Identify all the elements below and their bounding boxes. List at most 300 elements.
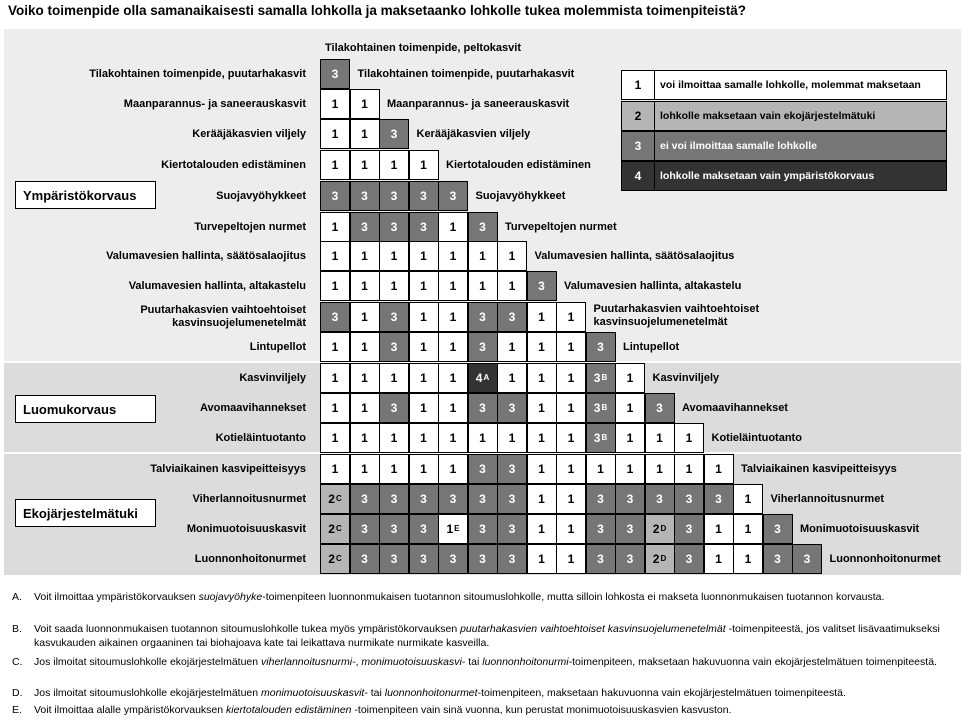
matrix-cell [586, 332, 616, 362]
matrix-cell [586, 393, 616, 423]
row-label: Talviaikainen kasvipeitteisyys [150, 463, 306, 475]
cell-value: 3 [803, 552, 811, 566]
row-label: Maanparannus- ja saneerauskasvit [123, 98, 306, 110]
group-label-ymparistokorvaus: Ympäristökorvaus [15, 181, 156, 209]
matrix-cell [497, 454, 527, 484]
cell-value: 1 [538, 340, 545, 354]
matrix-cell [645, 393, 675, 423]
matrix-cell [320, 454, 350, 484]
cell-value: 1 [449, 310, 457, 324]
cell-value: 2 [652, 552, 660, 566]
matrix-cell [704, 514, 734, 544]
diagonal-label-line: Puutarhakasvien vaihtoehtoiset [593, 303, 760, 315]
cell-value: 1 [538, 431, 545, 445]
matrix-cell [438, 241, 468, 271]
cell-value: 3 [420, 220, 427, 234]
matrix-cell [556, 393, 586, 423]
cell-value: 3 [390, 401, 398, 415]
cell-value: 1 [567, 340, 575, 354]
cell-value: 1 [331, 371, 339, 385]
diagonal-label: Kerääjäkasvien viljely [416, 128, 531, 140]
matrix-cell [379, 181, 409, 211]
cell-value: 1 [449, 462, 457, 476]
legend-swatch: 3 [622, 132, 655, 160]
legend-text: lohkolle maksetaan vain ekojärjestelmätuki [655, 102, 946, 130]
matrix-cell [379, 271, 409, 301]
row-label: Valumavesien hallinta, altakastelu [128, 280, 306, 292]
cell-footnote-ref: A [483, 372, 490, 382]
matrix-cell [350, 454, 380, 484]
cell-value: 1 [685, 462, 693, 476]
row-label: Turvepeltojen nurmet [194, 221, 306, 233]
cell-footnote-ref: C [335, 523, 342, 533]
legend-swatch: 1 [622, 71, 655, 99]
diagonal-label: Valumavesien hallinta, altakastelu [564, 280, 742, 292]
legend-row [621, 70, 947, 100]
matrix-cell [556, 514, 586, 544]
cell-value: 3 [508, 522, 516, 536]
matrix-cell [409, 212, 439, 242]
matrix-cell [556, 454, 586, 484]
matrix-cell [527, 302, 557, 332]
matrix-cell [350, 241, 380, 271]
cell-value: 1 [420, 401, 427, 415]
matrix-cell [320, 393, 350, 423]
cell-value: 1 [567, 462, 575, 476]
cell-value: 1 [538, 522, 545, 536]
cell-footnote-ref: B [601, 372, 608, 382]
cell-value: 3 [626, 552, 634, 566]
cell-footnote-ref: D [660, 553, 667, 563]
matrix-cell [379, 302, 409, 332]
matrix-cell [556, 332, 586, 362]
cell-value: 1 [449, 401, 457, 415]
matrix-cell [497, 363, 527, 393]
cell-value: 1 [597, 462, 604, 476]
cell-value: 1 [508, 249, 516, 263]
cell-value: 1 [538, 401, 545, 415]
cell-footnote-ref: B [601, 432, 608, 442]
row-label: Suojavyöhykkeet [216, 190, 306, 202]
matrix-cell [615, 514, 645, 544]
row-label: Valumavesien hallinta, säätösalaojitus [106, 250, 306, 262]
matrix-cell [586, 454, 616, 484]
cell-value: 1 [331, 340, 339, 354]
cell-value: 3 [449, 492, 457, 506]
matrix-cell [468, 212, 498, 242]
legend-text: voi ilmoittaa samalle lohkolle, molemmat maksetaan [655, 71, 946, 99]
cell-value: 1 [626, 371, 634, 385]
matrix-cell [320, 181, 350, 211]
cell-value: 3 [593, 431, 601, 445]
cell-value: 3 [361, 522, 368, 536]
cell-value: 3 [449, 552, 457, 566]
matrix-cell [320, 514, 350, 544]
matrix-cell [438, 454, 468, 484]
cell-value: 1 [715, 462, 722, 476]
footnote [12, 622, 947, 650]
cell-value: 1 [331, 220, 339, 234]
matrix-cell [497, 484, 527, 514]
cell-value: 3 [626, 492, 634, 506]
matrix-cell [350, 544, 380, 574]
matrix-cell [468, 241, 498, 271]
cell-value: 3 [390, 492, 398, 506]
diagonal-label: Kiertotalouden edistäminen [446, 159, 591, 171]
matrix-cell [438, 423, 468, 453]
cell-value: 1 [538, 552, 545, 566]
cell-value: 3 [420, 189, 427, 203]
cell-value: 1 [390, 431, 398, 445]
matrix-cell [350, 119, 380, 149]
cell-footnote-ref: C [335, 493, 342, 503]
matrix-cell [379, 544, 409, 574]
cell-value: 1 [361, 158, 368, 172]
cell-value: 3 [656, 492, 663, 506]
matrix-cell [497, 544, 527, 574]
legend-swatch: 4 [622, 162, 655, 190]
cell-value: 1 [446, 522, 454, 536]
diagonal-label: Luonnonhoitonurmet [829, 553, 941, 565]
matrix-cell [645, 454, 675, 484]
row-label-line: Puutarhakasvien vaihtoehtoiset [140, 304, 306, 316]
cell-value: 3 [597, 340, 604, 354]
cell-value: 3 [449, 189, 457, 203]
matrix-cell [379, 423, 409, 453]
cell-value: 1 [390, 462, 398, 476]
cell-value: 1 [538, 371, 545, 385]
matrix-cell [320, 271, 350, 301]
matrix-cell [350, 271, 380, 301]
matrix-cell [438, 544, 468, 574]
cell-value: 1 [420, 249, 427, 263]
cell-value: 1 [685, 431, 693, 445]
page-title: Voiko toimenpide olla samanaikaisesti samalla lohkolla ja maksetaanko lohkolle tukea molemmista toimenpiteistä? [8, 3, 747, 18]
footnote [12, 703, 947, 717]
matrix-cell [379, 150, 409, 180]
cell-value: 3 [361, 552, 368, 566]
matrix-cell [350, 150, 380, 180]
cell-value: 1 [656, 431, 663, 445]
cell-value: 3 [479, 220, 486, 234]
cell-value: 1 [567, 552, 575, 566]
row-label: Kotieläintuotanto [215, 432, 306, 444]
cell-value: 1 [420, 340, 427, 354]
top-column-header: Tilakohtainen toimenpide, peltokasvit [325, 42, 522, 54]
matrix-cell [379, 393, 409, 423]
matrix-cell [615, 484, 645, 514]
matrix-cell [733, 514, 763, 544]
row-label-line: kasvinsuojelumenetelmät [172, 317, 306, 329]
row-label: Kerääjäkasvien viljely [192, 128, 306, 140]
diagonal-label: Kasvinviljely [652, 372, 720, 384]
matrix-cell [645, 544, 675, 574]
cell-value: 1 [331, 401, 339, 415]
matrix-cell [409, 484, 439, 514]
matrix-cell [350, 423, 380, 453]
cell-value: 3 [685, 552, 693, 566]
legend-row [621, 101, 947, 131]
matrix-cell [792, 544, 822, 574]
matrix-cell [527, 332, 557, 362]
cell-footnote-ref: C [335, 553, 342, 563]
matrix-cell [586, 423, 616, 453]
cell-value: 1 [567, 310, 575, 324]
cell-value: 1 [331, 462, 339, 476]
cell-value: 3 [597, 552, 604, 566]
matrix-cell [409, 454, 439, 484]
footnote [12, 686, 947, 700]
cell-value: 1 [567, 522, 575, 536]
cell-value: 1 [361, 462, 368, 476]
cell-value: 3 [774, 522, 781, 536]
matrix-cell [527, 454, 557, 484]
cell-value: 3 [508, 552, 516, 566]
matrix-cell [350, 484, 380, 514]
matrix-cell [320, 484, 350, 514]
cell-value: 3 [593, 371, 601, 385]
row-label: Luonnonhoitonurmet [194, 553, 306, 565]
cell-value: 2 [328, 522, 335, 536]
cell-value: 3 [626, 522, 634, 536]
cell-value: 1 [567, 492, 575, 506]
matrix-cell [733, 544, 763, 574]
cell-value: 3 [508, 401, 516, 415]
matrix-cell [497, 271, 527, 301]
cell-value: 3 [390, 127, 398, 141]
matrix-cell [527, 484, 557, 514]
cell-value: 1 [449, 220, 457, 234]
cell-value: 1 [390, 158, 398, 172]
matrix-cell [409, 544, 439, 574]
matrix-cell [320, 212, 350, 242]
matrix-cell [615, 454, 645, 484]
row-label: Lintupellot [249, 341, 306, 353]
cell-value: 3 [597, 522, 604, 536]
cell-value: 3 [361, 220, 368, 234]
matrix-cell [350, 302, 380, 332]
matrix-cell [409, 271, 439, 301]
cell-value: 3 [479, 522, 486, 536]
matrix-cell [320, 59, 350, 89]
matrix-cell [438, 332, 468, 362]
matrix-cell [320, 332, 350, 362]
matrix-cell [409, 150, 439, 180]
cell-value: 3 [390, 340, 398, 354]
matrix-cell [645, 514, 675, 544]
cell-value: 1 [420, 371, 427, 385]
matrix-cell [527, 423, 557, 453]
matrix-cell [527, 271, 557, 301]
footnote-text: Voit ilmoittaa alalle ympäristökorvauksen kiertotalouden edistäminen -toimenpiteen vain sinä vuonna, kun perustat monimuotoisuuskasvien kasvuston. [34, 704, 732, 716]
cell-footnote-ref: E [454, 523, 460, 533]
cell-value: 1 [567, 431, 575, 445]
cell-value: 3 [420, 492, 427, 506]
matrix-cell [350, 181, 380, 211]
matrix-cell [497, 423, 527, 453]
cell-value: 1 [744, 552, 752, 566]
matrix-cell [704, 454, 734, 484]
cell-value: 2 [652, 522, 660, 536]
matrix-cell [733, 484, 763, 514]
matrix-cell [468, 484, 498, 514]
matrix-cell [320, 423, 350, 453]
cell-value: 3 [774, 552, 781, 566]
cell-value: 1 [390, 279, 398, 293]
matrix-cell [468, 423, 498, 453]
cell-value: 3 [331, 67, 339, 81]
matrix-cell [674, 454, 704, 484]
matrix-cell [438, 271, 468, 301]
cell-value: 1 [331, 431, 339, 445]
matrix-cell [497, 302, 527, 332]
matrix-cell [438, 393, 468, 423]
matrix-cell [615, 363, 645, 393]
matrix-cell [586, 484, 616, 514]
matrix-cell [409, 514, 439, 544]
matrix-cell [350, 332, 380, 362]
matrix-cell [438, 484, 468, 514]
matrix-cell [468, 544, 498, 574]
matrix-cell [497, 393, 527, 423]
matrix-cell [497, 332, 527, 362]
diagonal-label: Monimuotoisuuskasvit [800, 523, 920, 535]
matrix-cell [379, 514, 409, 544]
cell-value: 1 [361, 127, 368, 141]
matrix-cell [320, 241, 350, 271]
matrix-cell [645, 484, 675, 514]
matrix-cell [468, 363, 498, 393]
cell-value: 3 [361, 492, 368, 506]
cell-value: 3 [597, 492, 604, 506]
footnote-letter: D. [12, 687, 23, 699]
cell-value: 1 [538, 310, 545, 324]
cell-value: 1 [744, 492, 752, 506]
matrix-cell [379, 241, 409, 271]
cell-value: 1 [626, 401, 634, 415]
cell-value: 1 [479, 249, 486, 263]
matrix-cell [674, 514, 704, 544]
cell-value: 1 [331, 249, 339, 263]
cell-value: 3 [390, 310, 398, 324]
cell-value: 1 [626, 462, 634, 476]
cell-value: 1 [449, 340, 457, 354]
cell-value: 1 [449, 279, 457, 293]
cell-value: 1 [508, 371, 516, 385]
cell-value: 1 [538, 462, 545, 476]
cell-value: 1 [331, 127, 339, 141]
matrix-cell [468, 393, 498, 423]
diagonal-label: Suojavyöhykkeet [475, 190, 566, 202]
cell-value: 1 [508, 431, 516, 445]
cell-footnote-ref: B [601, 402, 608, 412]
cell-value: 1 [420, 158, 427, 172]
matrix-cell [674, 544, 704, 574]
cell-value: 1 [361, 279, 368, 293]
cell-footnote-ref: D [660, 523, 667, 533]
cell-value: 3 [508, 462, 516, 476]
group-label-ekojarjestelmatuki: Ekojärjestelmätuki [15, 499, 156, 527]
cell-value: 1 [390, 249, 398, 263]
cell-value: 4 [475, 371, 483, 385]
cell-value: 2 [328, 492, 335, 506]
cell-value: 1 [361, 371, 368, 385]
footnote-text: Jos ilmoitat sitoumuslohkolle ekojärjestelmätuen viherlannoitusnurmi-, monimuotoisuuskasvi- tai luonnonhoitonurmi-toimenpiteen, maksetaan hakuvuonna vain ekojärjestelmätuen toimenpiteestä. [34, 656, 937, 668]
diagonal-label: Maanparannus- ja saneerauskasvit [387, 98, 570, 110]
matrix-cell [320, 363, 350, 393]
cell-value: 3 [656, 401, 663, 415]
row-label: Tilakohtainen toimenpide, puutarhakasvit [89, 68, 306, 80]
cell-value: 1 [331, 158, 339, 172]
group-label-luomukorvaus: Luomukorvaus [15, 395, 156, 423]
matrix-cell [468, 271, 498, 301]
cell-value: 3 [479, 492, 486, 506]
cell-value: 3 [508, 492, 516, 506]
cell-value: 1 [479, 431, 486, 445]
cell-value: 1 [361, 431, 368, 445]
matrix-cell [527, 363, 557, 393]
footnote-text: Jos ilmoitat sitoumuslohkolle ekojärjestelmätuen monimuotoisuuskasvit- tai luonnonhoitonurmet-toimenpiteen, maksetaan hakuvuonna vain ekojärjestelmätuen toimenpiteestä. [34, 687, 846, 699]
matrix-cell [320, 302, 350, 332]
matrix-cell [409, 241, 439, 271]
cell-value: 1 [390, 371, 398, 385]
cell-value: 3 [420, 522, 427, 536]
cell-value: 1 [656, 462, 663, 476]
cell-value: 1 [420, 310, 427, 324]
matrix-cell [527, 514, 557, 544]
row-label: Kasvinviljely [239, 372, 306, 384]
matrix-cell [586, 544, 616, 574]
matrix-cell [497, 514, 527, 544]
cell-value: 3 [361, 189, 368, 203]
cell-value: 3 [331, 189, 339, 203]
cell-value: 1 [331, 97, 339, 111]
matrix-cell [674, 484, 704, 514]
cell-value: 1 [420, 462, 427, 476]
cell-value: 1 [361, 340, 368, 354]
matrix-cell [320, 544, 350, 574]
cell-value: 1 [449, 371, 457, 385]
matrix-cell [586, 363, 616, 393]
diagonal-label: Turvepeltojen nurmet [505, 221, 617, 233]
matrix-cell [438, 181, 468, 211]
matrix-cell [409, 332, 439, 362]
cell-value: 3 [479, 401, 486, 415]
matrix-cell [409, 181, 439, 211]
cell-value: 1 [715, 552, 722, 566]
legend-row [621, 131, 947, 161]
cell-value: 3 [479, 340, 486, 354]
cell-value: 1 [567, 401, 575, 415]
matrix-cell [320, 119, 350, 149]
matrix-cell [468, 302, 498, 332]
cell-value: 1 [361, 249, 368, 263]
cell-value: 3 [715, 492, 722, 506]
diagonal-label [594, 303, 760, 329]
cell-value: 1 [449, 249, 457, 263]
cell-value: 1 [331, 279, 339, 293]
matrix-cell [615, 423, 645, 453]
matrix-cell [320, 150, 350, 180]
footnote [12, 590, 947, 604]
cell-value: 1 [626, 431, 634, 445]
matrix-cell [556, 363, 586, 393]
matrix-cell [350, 89, 380, 119]
matrix-cell [556, 302, 586, 332]
matrix-cell [468, 332, 498, 362]
matrix-cell [350, 393, 380, 423]
matrix-cell [350, 514, 380, 544]
